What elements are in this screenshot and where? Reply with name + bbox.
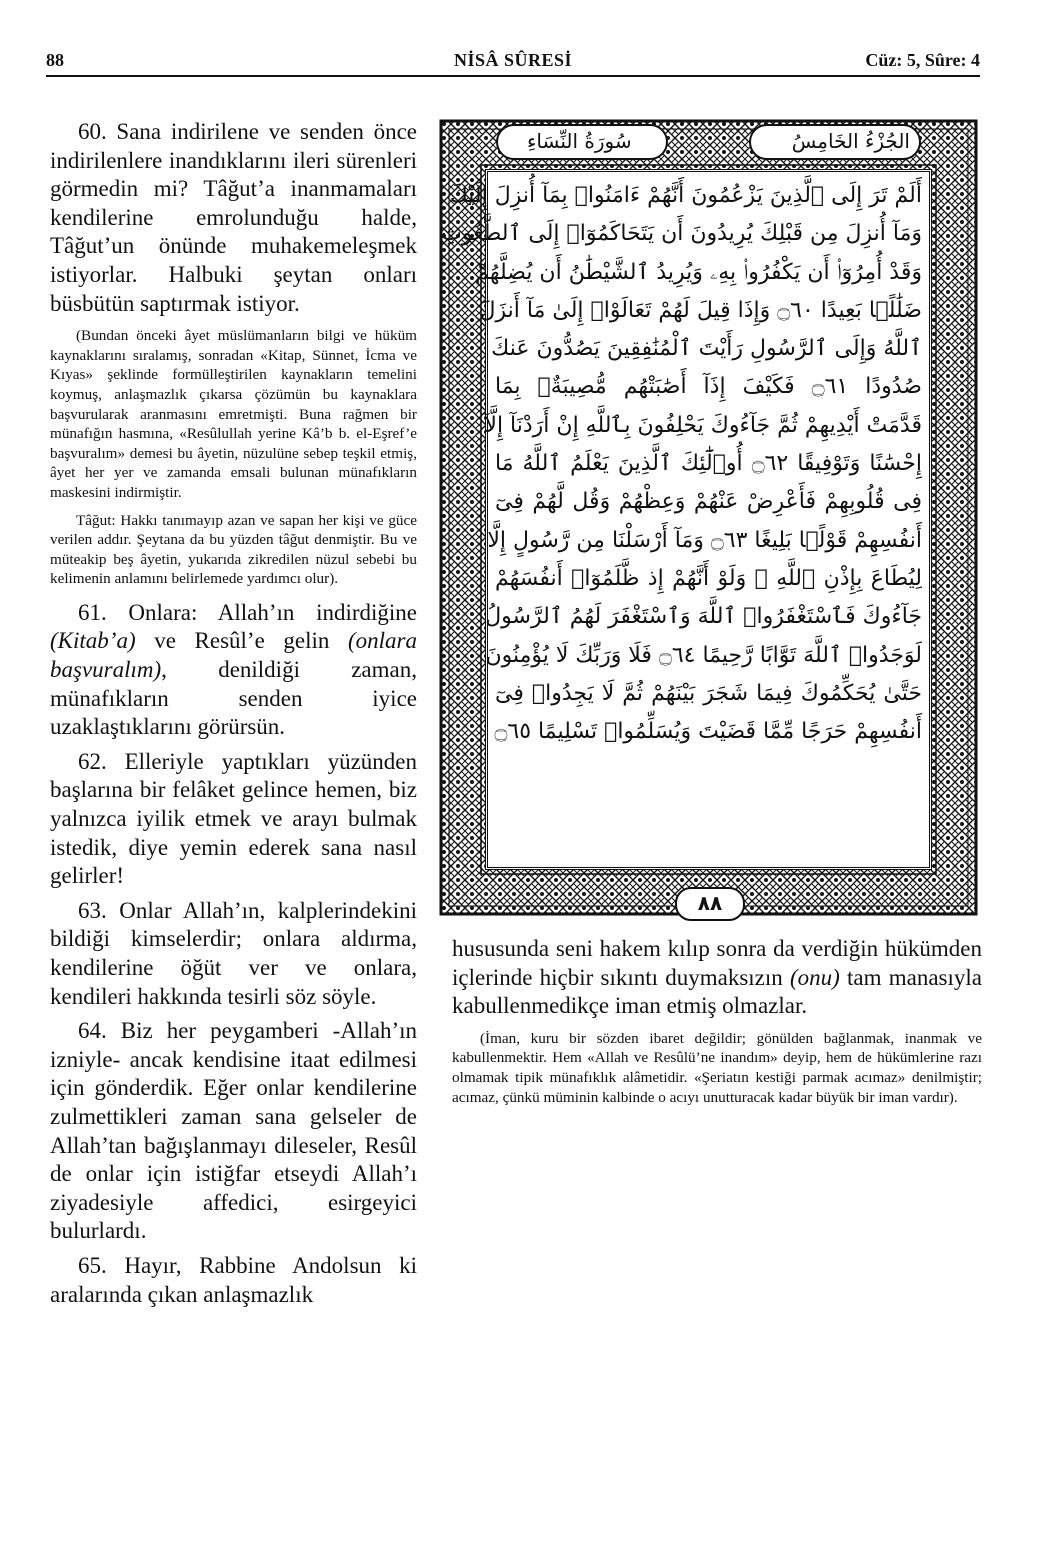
note-65: (İman, kuru bir sözden ibaret değildir; gönülden bağlanmak, inanmak ve kabullenmektir. Hem «Allah ve Resûlü’ne inandım» deyip, hem de hükümlerine razı olmamak tipik münafıklık alâmetidir. «Şeriatın kestiği parmak acımaz» denilmiştir; acımaz, çünkü müminin kalbinde o acıyı unutturacak kadar büyük bir iman vardır). [452, 1029, 982, 1106]
page-number: 88 [46, 50, 64, 70]
verse-64: 64. Biz her peygamberi -Allah’ın izniyle- ancak kendisine itaat edilmesi için gönderdik. Eğer onlar kendilerine zulmettikleri zaman sana gelseler de Allah’tan bağışlanmayı dileseler, Resûl de onlar için istiğfar etseydi Allah’ı ziyadesiyle affedici, esirgeyici bulurlardı. [50, 1018, 417, 1244]
verse-62: 62. Elleriyle yaptıkları yüzünden başlarına bir felâket gelince hemen, biz yalnızca iyilik etmek ve arayı bulmak istedik, diye yemin ederek sana nasıl gelirler! [50, 748, 417, 889]
note-tagut: Tâğut: Hakkı tanımayıp azan ve sapan her kişi ve güce verilen addır. Şeytana da bu yüzden tâğut denmiştir. Bu ve müteakip beş âyetin, yukarıda zikredilen nüzul sebebi bu kelimenin anlamını belirlemede yardımcı olur). [50, 511, 417, 588]
verse-65: 65. Hayır, Rabbine Andolsun ki aralarında çıkan anlaşmazlık [50, 1252, 417, 1307]
arabic-line: أَلَمْ تَرَ إِلَى ٱلَّذِينَ يَزْعُمُونَ أَنَّهُمْ ءَامَنُوا۟ بِمَآ أُنزِلَ إِلَيْكَ [449, 183, 922, 208]
verse-61: 61. Onlara: Allah’ın indirdiğine (Kitab’a) ve Resûl’e gelin (onlara başvuralım), denildiği zaman, münafıkların senden iyice uzaklaştıklarını görürsün. [50, 599, 417, 740]
arabic-line: ٱللَّهُ وَإِلَى ٱلرَّسُولِ رَأَيْتَ ٱلْمُنَٰفِقِينَ يَصُدُّونَ عَنكَ [491, 336, 922, 362]
arabic-line: وَقَدْ أُمِرُوٓا۟ أَن يَكْفُرُوا۟ بِهِۦ وَيُرِيدُ ٱلشَّيْطَٰنُ أَن يُضِلَّهُمْ [475, 259, 922, 285]
arabic-line: لَوَجَدُوا۟ ٱللَّهَ تَوَّابًا رَّحِيمًا ۝٦٤ فَلَا وَرَبِّكَ لَا يُؤْمِنُونَ [485, 642, 922, 668]
header-rule [46, 75, 980, 77]
arabic-line: لِيُطَاعَ بِإِذْنِ ٱللَّهِ ۚ وَلَوْ أَنَّهُمْ إِذ ظَّلَمُوٓا۟ أَنفُسَهُمْ [495, 565, 922, 591]
verse-60: 60. Sana indirilene ve senden önce indirilenlere inandıklarını ileri sürenleri görmedin mi? Tâğut’a inanmamaları kendilerine emrolunduğu halde, Tâğut’un önünde muhakemeleşmek istiyorlar. Halbuki şeytan onları büsbütün saptırmak istiyor. [50, 119, 417, 316]
juz-label-arabic: الجُزْءُ الخَامِسُ [791, 129, 910, 153]
arabic-line: إِحْسَٰنًا وَتَوْفِيقًا ۝٦٢ أُو۟لَٰٓئِكَ ٱلَّذِينَ يَعْلَمُ ٱللَّهُ مَا [495, 451, 923, 477]
arabic-line: صُدُودًا ۝٦١ فَكَيْفَ إِذَآ أَصَٰبَتْهُم مُّصِيبَةٌۢ بِمَا [495, 374, 922, 400]
right-column [452, 935, 982, 1107]
arabic-text [441, 177, 923, 867]
arabic-line: حَتَّىٰ يُحَكِّمُوكَ فِيمَا شَجَرَ بَيْنَهُمْ ثُمَّ لَا يَجِدُوا۟ فِىٓ [495, 680, 922, 706]
verse-63: 63. Onlar Allah’ın, kalplerindekini bildiği kimselerdir; onlara aldırma, kendilerine öğüt ver ve onlara, kendileri hakkında tesirli söz söyle. [50, 897, 417, 1009]
arabic-line: أَنفُسِهِمْ حَرَجًا مِّمَّا قَضَيْتَ وَيُسَلِّمُوا۟ تَسْلِيمًا ۝٦٥ [494, 719, 922, 745]
juz-info: Cüz: 5, Sûre: 4 [865, 50, 980, 70]
sura-title: NİSÂ SÛRESİ [453, 50, 573, 70]
sura-label-arabic: سُورَةُ النِّسَاءِ [527, 129, 632, 153]
mushaf-page [437, 117, 980, 922]
arabic-line: قَدَّمَتْ أَيْدِيهِمْ ثُمَّ جَآءُوكَ يَحْلِفُونَ بِٱللَّهِ إِنْ أَرَدْنَآ إِلَّآ [484, 412, 922, 438]
page-header [46, 46, 980, 76]
verse-65-continued: hususunda seni hakem kılıp sonra da verdiğin hükümden içlerinde hiçbir sıkıntı duymaksızın (onu) tam manasıyla kabullenmedikçe iman etmiş olmazlar. [452, 936, 982, 1019]
arabic-line: وَمَآ أُنزِلَ مِن قَبْلِكَ يُرِيدُونَ أَن يَتَحَاكَمُوٓا۟ إِلَى ٱلطَّٰغُوتِ [441, 221, 922, 247]
arabic-line: ضَلَٰلًۢا بَعِيدًا ۝٦٠ وَإِذَا قِيلَ لَهُمْ تَعَالَوْا۟ إِلَىٰ مَآ أَنزَلَ [479, 297, 922, 323]
arabic-line: جَآءُوكَ فَٱسْتَغْفَرُوا۟ ٱللَّهَ وَٱسْتَغْفَرَ لَهُمُ ٱلرَّسُولُ [485, 604, 922, 630]
arabic-line: فِى قُلُوبِهِمْ فَأَعْرِضْ عَنْهُمْ وَعِظْهُمْ وَقُل لَّهُمْ فِىٓ [495, 489, 922, 515]
note-60: (Bundan önceki âyet müslümanların bilgi ve hüküm kaynaklarını sıralamış, sonradan «Kitap, Sünnet, İcma ve Kıyas» şeklinde formülleştirilen kaynakların temelini koymuş, anlaşmazlık çıkarsa çözümün bu kaynaklara başvurularak aranmasını emretmişti. Buna rağmen bir münafığın hasmına, «Resûlullah yerine Kâ’b b. el-Eşref’e başvuralım» demesi bu âyetin, nüzulüne sebep teşkil etmiş, âyet her yer ve zamanda emsali bulunan münafıkların maskesini indirmiştir. [50, 327, 417, 501]
arabic-page-number: ٨٨ [675, 887, 745, 921]
arabic-line: أَنفُسِهِمْ قَوْلًۢا بَلِيغًا ۝٦٣ وَمَآ أَرْسَلْنَا مِن رَّسُولٍ إِلَّا [487, 527, 922, 553]
left-column [50, 118, 417, 1315]
